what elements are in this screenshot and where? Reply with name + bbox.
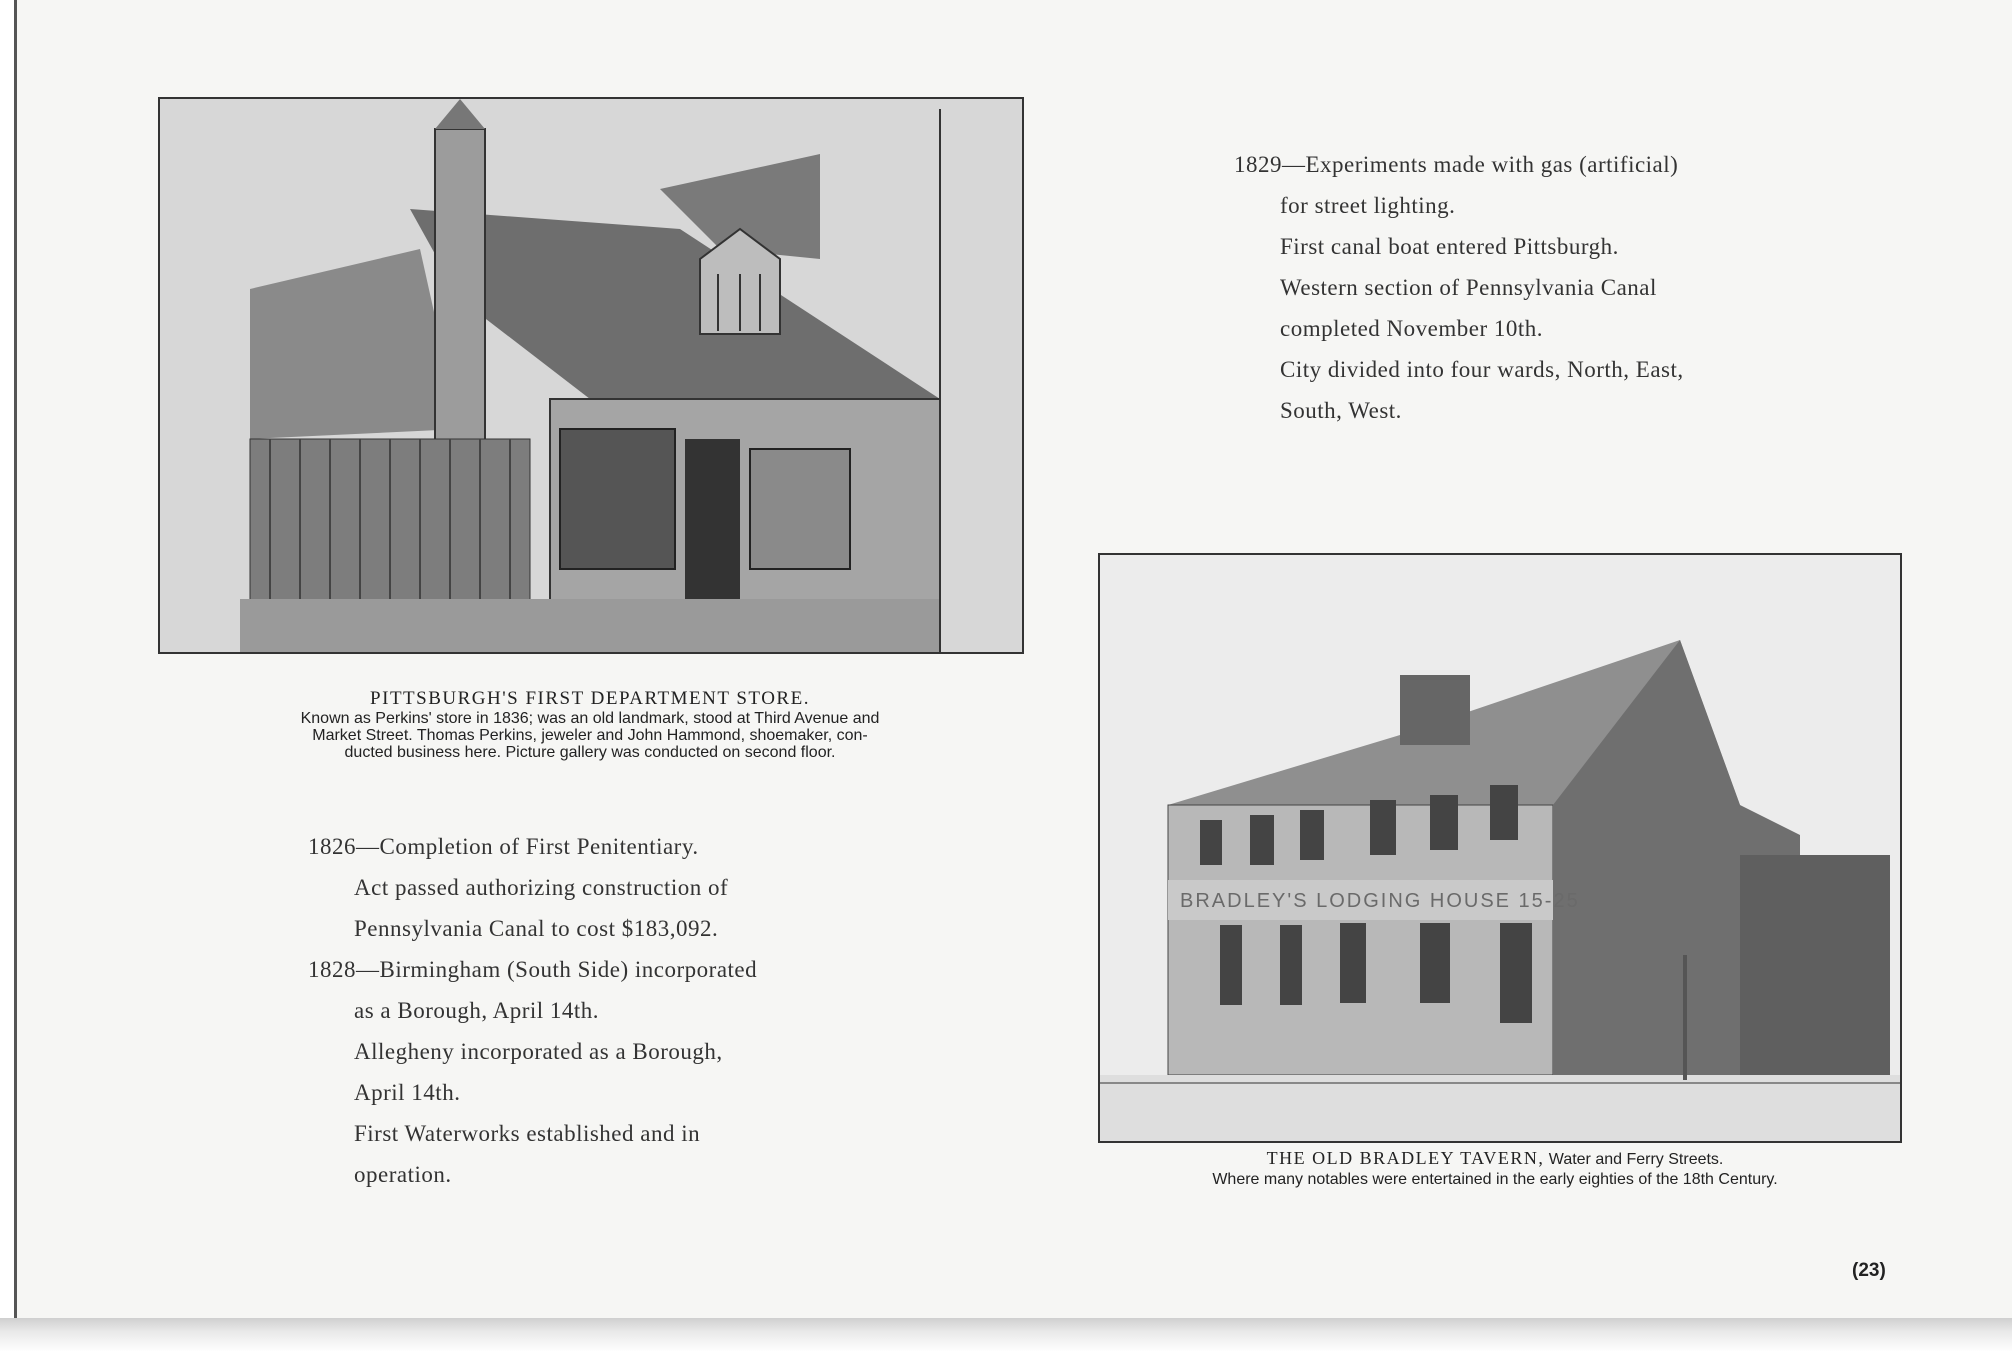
tavern-sign-text: BRADLEY'S LODGING HOUSE 15-25	[1180, 890, 1580, 912]
page-number: (23)	[1852, 1260, 1886, 1281]
bradley-tavern-location: Water and Ferry Streets.	[1544, 1151, 1724, 1168]
department-store-sketch	[158, 97, 1024, 654]
timeline-line: —Birmingham (South Side) incorporated	[356, 957, 758, 982]
timeline-year: 1829	[1234, 152, 1282, 177]
timeline-line: —Experiments made with gas (artificial)	[1282, 152, 1679, 177]
timeline-1829	[1234, 144, 1684, 431]
timeline-line: Allegheny incorporated as a Borough,	[354, 1039, 723, 1064]
timeline-line: —Completion of First Penitentiary.	[356, 834, 699, 859]
tavern-photo-image	[1100, 555, 1900, 1141]
department-store-caption-line-2: Market Street. Thomas Perkins, jeweler and John Hammond, shoemaker, con-	[312, 727, 868, 744]
timeline-line: First Waterworks established and in	[354, 1121, 701, 1146]
timeline-line: operation.	[354, 1162, 452, 1187]
timeline-year: 1828	[308, 957, 356, 982]
bradley-tavern-caption	[1080, 1148, 1910, 1189]
timeline-line: Act passed authorizing construction of	[354, 875, 729, 900]
department-store-caption-line-3: ducted business here. Picture gallery was conducted on second floor.	[344, 744, 836, 761]
timeline-line: First canal boat entered Pittsburgh.	[1280, 234, 1619, 259]
timeline-1826-1828	[308, 826, 757, 1195]
timeline-line: Western section of Pennsylvania Canal	[1280, 275, 1657, 300]
bradley-tavern-title-line	[1080, 1148, 1910, 1169]
timeline-line: for street lighting.	[1280, 193, 1456, 218]
timeline-line: April 14th.	[354, 1080, 461, 1105]
bradley-tavern-caption-line: Where many notables were entertained in the early eighties of the 18th Century.	[1212, 1171, 1778, 1188]
timeline-line: as a Borough, April 14th.	[354, 998, 600, 1023]
timeline-line: South, West.	[1280, 398, 1402, 423]
timeline-line: City divided into four wards, North, East,	[1280, 357, 1684, 382]
page-edge-shadow	[0, 1318, 2012, 1352]
department-store-caption-line-1: Known as Perkins' store in 1836; was an old landmark, stood at Third Avenue and	[300, 710, 880, 727]
bradley-tavern-photo	[1098, 553, 1902, 1143]
bradley-tavern-title: THE OLD BRADLEY TAVERN,	[1266, 1148, 1545, 1168]
department-store-title: PITTSBURGH'S FIRST DEPARTMENT STORE.	[370, 688, 810, 709]
timeline-line: Pennsylvania Canal to cost $183,092.	[354, 916, 719, 941]
department-store-caption	[160, 688, 1020, 761]
timeline-year: 1826	[308, 834, 356, 859]
store-sketch-image	[160, 99, 1022, 652]
timeline-line: completed November 10th.	[1280, 316, 1544, 341]
